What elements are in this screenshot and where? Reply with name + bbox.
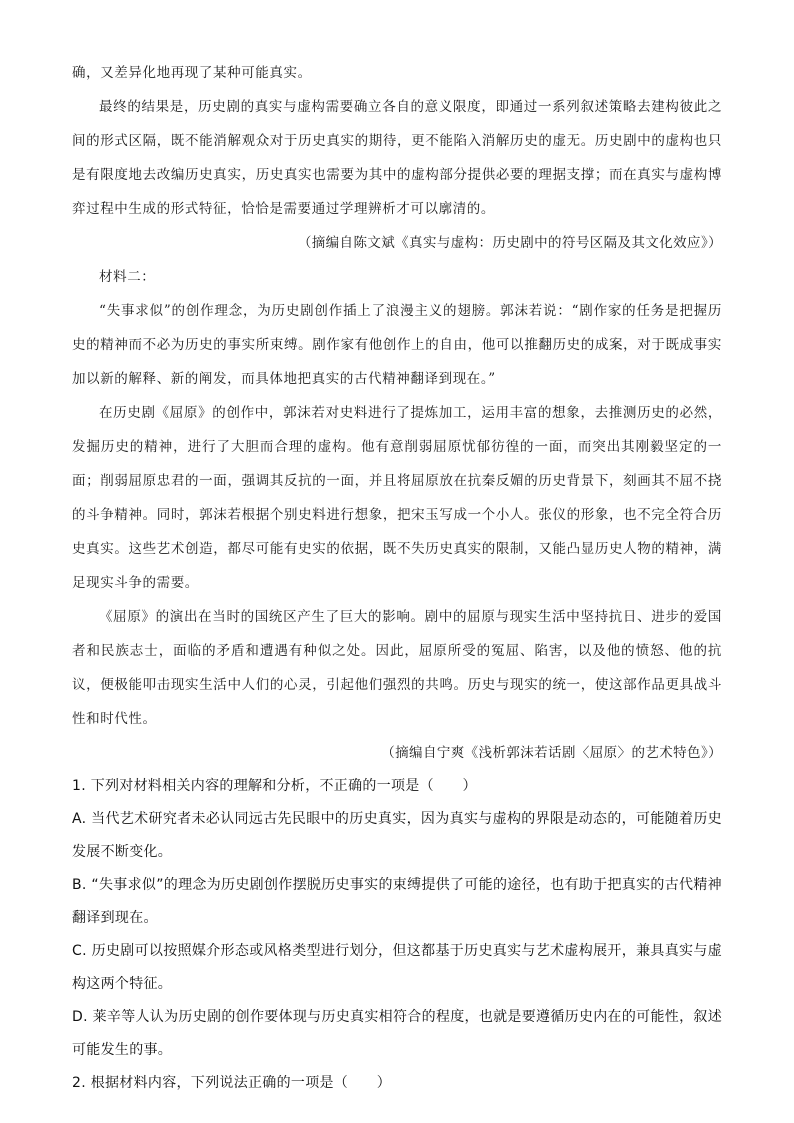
material-one-paragraph: 最终的结果是，历史剧的真实与虚构需要确立各自的意义限度，即通过一系列叙述策略去建构彼此之间的形式区隔，既不能消解观众对于历史真实的期待，更不能陷入消解历史的虚无。历史剧中的虚构也只是有限度地去改编历史真实，历史真实也需要为其中的虚构部分提供必要的理据支撑；而在真实与虚构博弈过程中生成的形式特征，恰恰是需要通过学理辨析才可以廓清的。 [72,99,722,217]
question-1-option-d: D. 莱辛等人认为历史剧的创作要体现与历史真实相符合的程度，也就是要遵循历史内在的可能性，叙述可能发生的事。 [72,1009,722,1058]
question-1-option-c: C. 历史剧可以按照媒介形态或风格类型进行划分，但这都基于历史真实与艺术虚构展开，兼具真实与虚构这两个特征。 [72,943,722,992]
material-one-source: （摘编自陈文斌《真实与虚构：历史剧中的符号区隔及其文化效应》） [297,235,722,251]
question-1-option-b: B. “失事求似”的理念为历史剧创作摆脱历史事实的束缚提供了可能的途径，也有助于把真实的古代精神翻译到现在。 [72,877,722,926]
question-1-stem: 1. 下列对材料相关内容的理解和分析，不正确的一项是（ ） [72,778,477,794]
material-one-closing-line: 确，又差异化地再现了某种可能真实。 [72,65,312,81]
material-two-paragraph-3: 《屈原》的演出在当时的国统区产生了巨大的影响。剧中的屈原与现实生活中坚持抗日、进步的爱国者和民族志士，面临的矛盾和遭遇有种似之处。因此，屈原所受的冤屈、陷害，以及他的愤怒、他的抗议，便极能叩击现实生活中人们的心灵，引起他们强烈的共鸣。历史与现实的统一，使这部作品更具战斗性和时代性。 [72,609,722,727]
material-two-paragraph-1: “失事求似”的创作理念，为历史剧创作插上了浪漫主义的翅膀。郭沫若说：“剧作家的任务是把握历史的精神而不必为历史的事实所束缚。剧作家有他创作上的自由，他可以推翻历史的成案，对于既成事实加以新的解释、新的阐发，而具体地把真实的古代精神翻译到现在。” [72,303,722,387]
material-two-source: （摘编自宁爽《浅析郭沫若话剧〈屈原〉的艺术特色》） [381,745,722,761]
document-page [72,56,722,1100]
material-two-paragraph-2: 在历史剧《屈原》的创作中，郭沫若对史料进行了提炼加工，运用丰富的想象，去推测历史的必然，发掘历史的精神，进行了大胆而合理的虚构。他有意削弱屈原忧郁彷徨的一面，而突出其刚毅坚定的一面；削弱屈原忠君的一面，强调其反抗的一面，并且将屈原放在抗秦反媚的历史背景下，刻画其不屈不挠的斗争精神。同时，郭沫若根据个别史料进行想象，把宋玉写成一个小人。张仪的形象，也不完全符合历史真实。这些艺术创造，都尽可能有史实的依据，既不失历史真实的限制，又能凸显历史人物的精神，满足现实斗争的需要。 [72,405,722,591]
question-1-option-a: A. 当代艺术研究者未必认同远古先民眼中的历史真实，因为真实与虚构的界限是动态的，可能随着历史发展不断变化。 [72,811,722,860]
material-two-heading: 材料二： [99,269,156,285]
question-2-stem: 2. 根据材料内容，下列说法正确的一项是（ ） [72,1075,392,1091]
